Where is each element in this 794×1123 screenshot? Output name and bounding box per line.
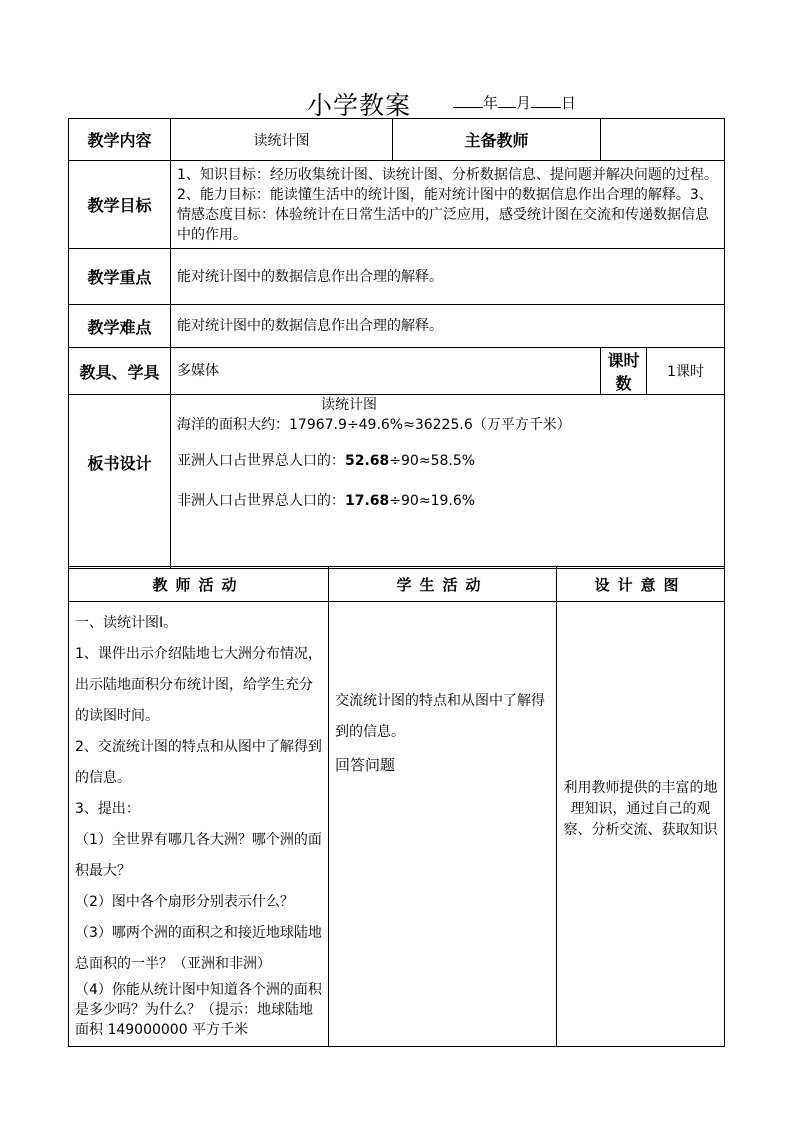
teacher-line: （3）哪两个洲的面积之和接近地球陆地总面积的一半？（亚洲和非洲） xyxy=(75,925,322,972)
difficulty-text: 能对统计图中的数据信息作出合理的解释。 xyxy=(177,318,443,334)
teacher-line: 1、课件出示介绍陆地七大洲分布情况，出示陆地面积分布统计图，给学生充分的读图时间。 xyxy=(75,646,322,724)
difficulty-label: 教学难点 xyxy=(69,305,171,348)
date-year-label: 年 xyxy=(483,94,499,112)
board-line-africa: 非洲人口占世界总人口的：17.68÷90≈19.6% xyxy=(177,493,476,509)
board-line-ocean: 海洋的面积大约：17967.9÷49.6%≈36225.6（万平方千米） xyxy=(177,417,571,433)
activity-table xyxy=(68,566,725,1047)
content-label: 教学内容 xyxy=(69,119,171,161)
tools-value: 多媒体 xyxy=(177,363,219,379)
board-content xyxy=(171,395,724,511)
board-line-asia: 亚洲人口占世界总人口的：52.68÷90≈58.5% xyxy=(177,453,476,469)
student-activity-header: 学生活动 xyxy=(329,567,557,602)
teacher-label: 主备教师 xyxy=(393,119,601,161)
goal-label: 教学目标 xyxy=(69,161,171,249)
design-intent-header: 设计意图 xyxy=(557,567,725,602)
lesson-info-table xyxy=(68,118,725,569)
content-row xyxy=(69,119,725,161)
hours-value: 1课时 xyxy=(647,348,725,395)
goal-row xyxy=(69,161,725,249)
activity-body-row xyxy=(69,602,725,1047)
student-line: 交流统计图的特点和从图中了解得到的信息。 xyxy=(335,693,545,740)
design-intent-cell xyxy=(557,602,725,1047)
teacher-line: （4）你能从统计图中知道各个洲的面积是多少吗？为什么？（提示：地球陆地面积 149000000 平方千米 xyxy=(75,982,322,1038)
teacher-value xyxy=(601,119,725,161)
teacher-line: 3、提出： xyxy=(75,801,140,817)
difficulty-row xyxy=(69,305,725,348)
tools-label: 教具、学具 xyxy=(69,348,171,395)
page-title: 小学教案 xyxy=(307,91,412,120)
teacher-line: 一、读统计图Ⅰ。 xyxy=(75,615,178,631)
board-label: 板书设计 xyxy=(69,395,171,569)
hours-label: 课时数 xyxy=(601,348,647,395)
board-title: 读统计图 xyxy=(321,397,377,413)
student-line: 回答问题 xyxy=(335,756,396,774)
design-text: 利用教师提供的丰富的地理知识，通过自己的观察、分析交流、获取知识 xyxy=(563,780,718,838)
key-label: 教学重点 xyxy=(69,249,171,305)
teacher-line: 2、交流统计图的特点和从图中了解得到的信息。 xyxy=(75,739,322,786)
date-month-label: 月 xyxy=(516,94,532,112)
content-value: 读统计图 xyxy=(171,119,393,161)
teacher-line: （2）图中各个扇形分别表示什么？ xyxy=(75,894,294,910)
key-row xyxy=(69,249,725,305)
goal-text: 1、知识目标：经历收集统计图、读统计图、分析数据信息、提问题并解决问题的过程。2、能力目标：能读懂生活中的统计图，能对统计图中的数据信息作出合理的解释。3、情感态度目标：体验统计在日常生活中的广泛应用，感受统计图在交流和传递数据信息中的作用。 xyxy=(177,166,718,243)
student-activity-cell xyxy=(329,602,557,1047)
teacher-line: （1）全世界有哪几各大洲？哪个洲的面积最大？ xyxy=(75,832,322,879)
board-row xyxy=(69,395,725,569)
activity-header-row xyxy=(69,567,725,602)
key-text: 能对统计图中的数据信息作出合理的解释。 xyxy=(177,268,443,285)
title-row xyxy=(0,86,794,120)
tools-row xyxy=(69,348,725,395)
date-day-label: 日 xyxy=(561,94,577,112)
teacher-activity-cell xyxy=(69,602,329,1047)
teacher-activity-header: 教师活动 xyxy=(69,567,329,602)
date-line xyxy=(453,92,576,113)
